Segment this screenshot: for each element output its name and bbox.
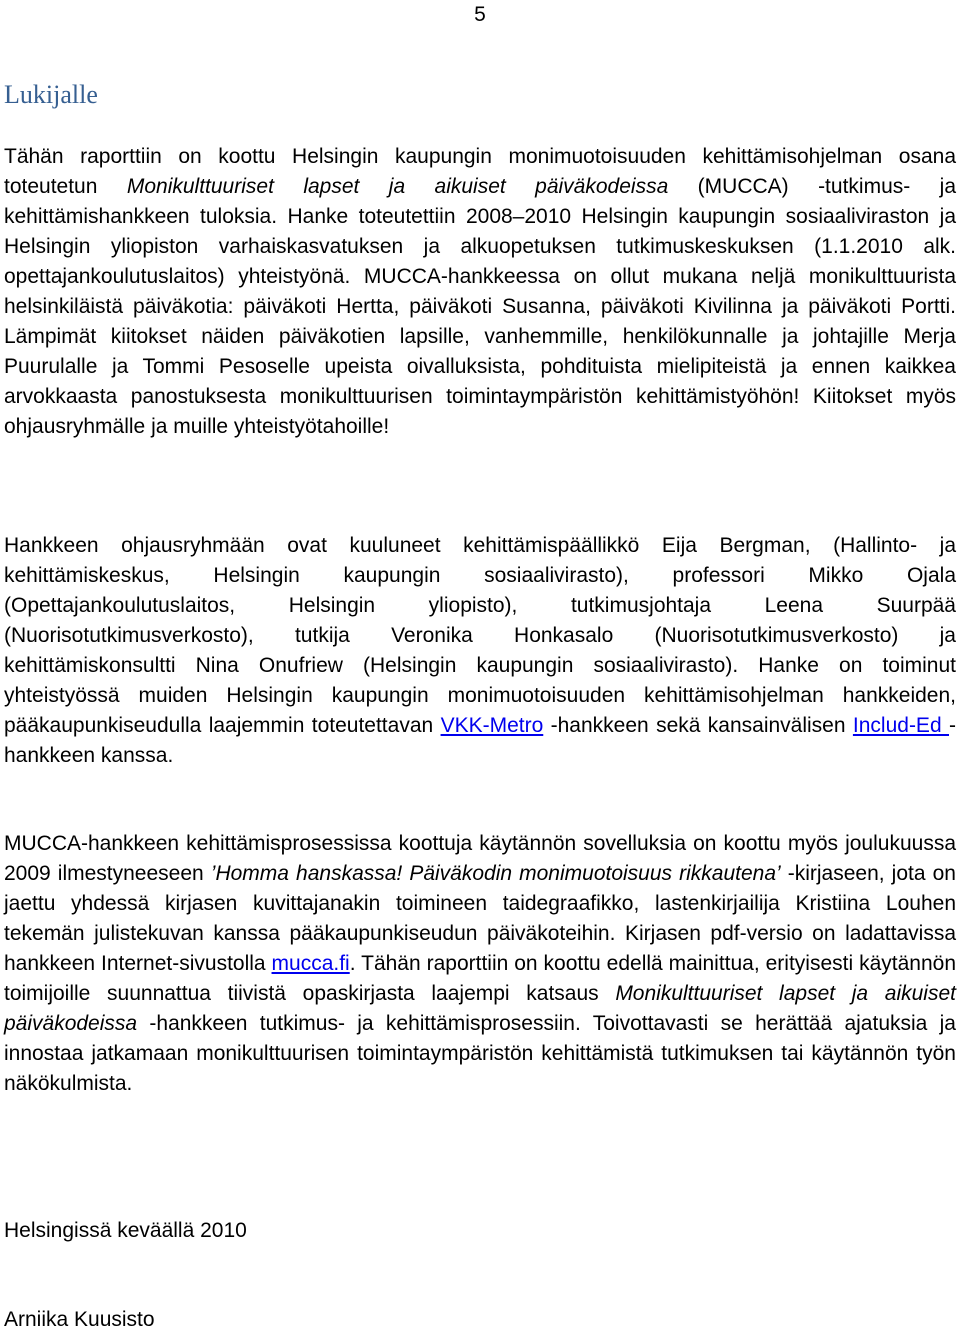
paragraph-text: Tähän raporttiin on koottu Helsingin kaupungin monimuotoisuuden kehittämisohjelman osana toteutetun [4, 145, 956, 198]
project-title-italic: Monikulttuuriset lapset ja aikuiset päiväkodeissa [126, 175, 669, 198]
place-and-date: Helsingissä keväällä 2010 [4, 1219, 247, 1242]
paragraph-text: -hankkeen kanssa. [4, 714, 956, 767]
page-number: 5 [474, 3, 486, 26]
paragraph-text: -hankkeen tutkimus- ja kehittämisprosessiin. Toivottavasti se herättää ajatuksia ja innostaa jatkamaan monikulttuurisen toimintaympäristön kehittämistä tutkimuksen tai käytännön työn näkökulmista. [4, 1012, 956, 1095]
page-title: Lukijalle [4, 80, 98, 109]
project-title-italic: Monikulttuuriset lapset ja aikuiset päiväkodeissa [4, 982, 956, 1035]
paragraph-text: (MUCCA) -tutkimus- ja kehittämishankkeen tuloksia. Hanke toteutettiin 2008–2010 Helsingin kaupungin sosiaaliviraston ja Helsingin yliopiston varhaiskasvatuksen ja alkuopetuksen tutkimuskeskuksen (1.1.2010 alk. opettajankoulutuslaitos) yhteistyönä. MUCCA-hankkeessa on ollut mukana neljä monikulttuurista helsinkiläistä päiväkotia: päiväkoti Hertta, päiväkoti Susanna, päiväkoti Kivilinna ja päiväkoti Portti. Lämpimät kiitokset näiden päiväkotien lapsille, vanhemmille, henkilökunnalle ja johtajille Merja Puurulalle ja Tommi Pesoselle upeista oivalluksista, pohdituista mielipiteistä ja ennen kaikkea arvokkaasta panostuksesta monikulttuurisen toimintaympäristön kehittämistyöhön! Kiitokset myös ohjausryhmälle ja muille yhteistyötahoille! [4, 175, 956, 438]
paragraph-text: MUCCA-hankkeen kehittämisprosessissa koottuja käytännön sovelluksia on koottu myös joulukuussa 2009 ilmestyneeseen [4, 832, 956, 885]
mucca-fi-link[interactable]: mucca.fi [271, 952, 350, 975]
paragraph-intro [4, 142, 956, 442]
paragraph-text: -hankkeen sekä kansainvälisen [543, 714, 853, 737]
paragraph-booklet [4, 829, 956, 1099]
paragraph-text: Hankkeen ohjausryhmään ovat kuuluneet kehittämispäällikkö Eija Bergman, (Hallinto- ja kehittämiskeskus, Helsingin kaupungin sosiaalivirasto), professori Mikko Ojala (Opettajankoulutuslaitos, Helsingin yliopisto), tutkimusjohtaja Leena Suurpää (Nuorisotutkimusverkosto), tutkija Veronika Honkasalo (Nuorisotutkimusverkosto) ja kehittämiskonsultti Nina Onufriew (Helsingin kaupungin sosiaalivirasto). Hanke on toiminut yhteistyössä muiden Helsingin kaupungin monimuotoisuuden kehittämisohjelman hankkeiden, pääkaupunkiseudulla laajemmin toteutettavan [4, 534, 956, 737]
includ-ed-link[interactable]: Includ-Ed [852, 714, 949, 737]
booklet-title-italic: ’Homma hanskassa! Päiväkodin monimuotoisuus rikkautena’ [210, 862, 781, 885]
vkk-metro-link[interactable]: VKK-Metro [440, 714, 544, 737]
paragraph-text: . Tähän raporttiin on koottu edellä mainittua, erityisesti käytännön toimijoille suunnattua tiivistä opaskirjasta laajempi katsaus [4, 952, 956, 1005]
paragraph-steering-group [4, 531, 956, 771]
paragraph-text: -kirjaseen, jota on jaettu yhdessä kirjasen kuvittajanakin toimineen taidegraafikko, lastenkirjailija Kristiina Louhen tekemän julistekuvan kanssa pääkaupunkiseudun päiväkoteihin. Kirjasen pdf-versio on ladattavissa hankkeen Internet-sivustolla [4, 862, 956, 975]
author-signature: Arniika Kuusisto [4, 1308, 155, 1331]
